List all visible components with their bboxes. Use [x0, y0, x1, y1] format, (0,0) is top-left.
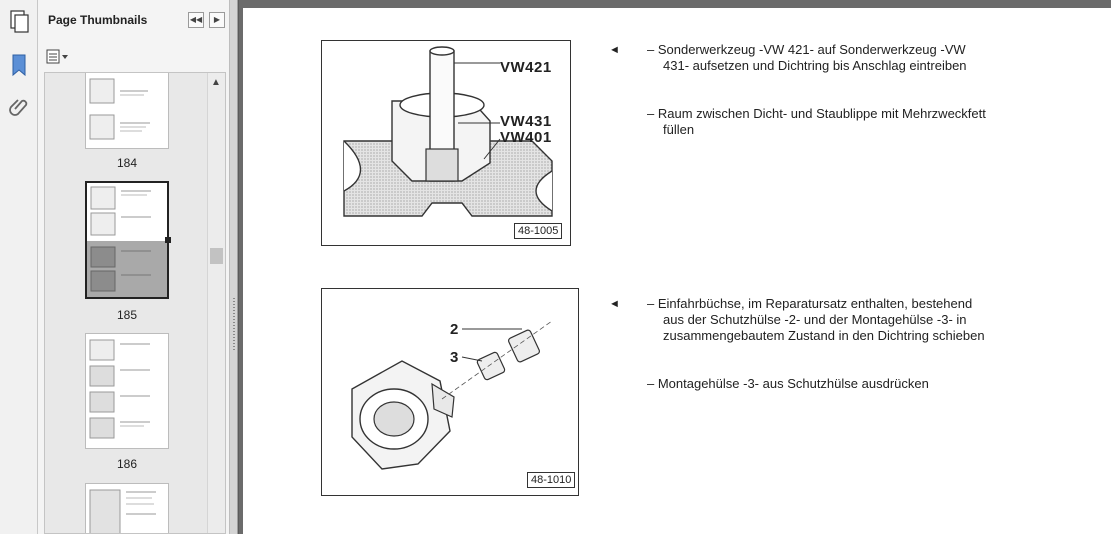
double-chevron-left-icon: ◀◀	[189, 15, 203, 24]
expand-panel-button[interactable]	[209, 12, 225, 28]
callout-label: VW401	[500, 129, 552, 146]
thumbnail-options-button[interactable]	[46, 48, 72, 66]
thumbnail-label: 186	[116, 457, 138, 471]
document-page	[243, 8, 1111, 534]
figure-code: 48-1010	[527, 472, 575, 488]
instruction-step: – Sonderwerkzeug -VW 421- auf Sonderwerkzeug -VW 431- aufsetzen und Dichtring bis Anschlag eintreiben	[647, 42, 967, 73]
thumbnail-label: 184	[116, 156, 138, 170]
instruction-step: – Montagehülse -3- aus Schutzhülse ausdrücken	[647, 376, 929, 391]
callout-label: VW431	[500, 113, 552, 130]
chevron-right-icon: ▶	[213, 15, 221, 24]
figure-tool-assembly	[321, 40, 571, 246]
thumbnail-page[interactable]	[85, 483, 169, 534]
thumbnail-page[interactable]	[85, 333, 169, 449]
thumbnail-scrollbar[interactable]	[207, 73, 225, 534]
panel-title: Page Thumbnails	[48, 13, 148, 27]
callout-label: VW421	[500, 59, 552, 76]
document-area[interactable]	[239, 0, 1111, 534]
instruction-step: – Raum zwischen Dicht- und Staublippe mit Mehrzweckfett füllen	[647, 106, 986, 137]
pointer-arrow-icon: ◄	[609, 44, 620, 56]
thumbnail-page[interactable]	[85, 73, 169, 149]
selection-handle[interactable]	[165, 237, 171, 243]
left-toolbar	[0, 0, 38, 534]
figure-sleeve-assembly	[321, 288, 579, 496]
sleeve-illustration	[322, 289, 577, 494]
splitter-grip[interactable]	[233, 298, 235, 350]
figure-code: 48-1005	[514, 223, 562, 239]
list-options-icon	[46, 49, 72, 65]
thumbnail-label: 185	[116, 308, 138, 322]
callout-label: 3	[450, 349, 459, 366]
thumbnail-list[interactable]	[44, 72, 226, 534]
collapse-panel-button[interactable]	[188, 12, 204, 28]
panel-header	[38, 0, 230, 40]
instruction-step: – Einfahrbüchse, im Reparatursatz enthalten, bestehend aus der Schutzhülse -2- und der Montagehülse -3- in zusammengebautem Zustand in den Dichtring schieben	[647, 296, 985, 343]
panel-splitter[interactable]	[230, 0, 238, 534]
bookmark-icon[interactable]	[7, 52, 31, 78]
callout-label: 2	[450, 321, 459, 338]
attachment-icon[interactable]	[7, 94, 31, 120]
scrollbar-thumb[interactable]	[210, 248, 223, 264]
thumbnail-page-selected[interactable]	[85, 181, 169, 299]
chevron-up-icon[interactable]: ▲	[211, 77, 221, 88]
thumbnails-panel	[38, 0, 230, 534]
pointer-arrow-icon: ◄	[609, 298, 620, 310]
pages-icon[interactable]	[7, 8, 31, 34]
